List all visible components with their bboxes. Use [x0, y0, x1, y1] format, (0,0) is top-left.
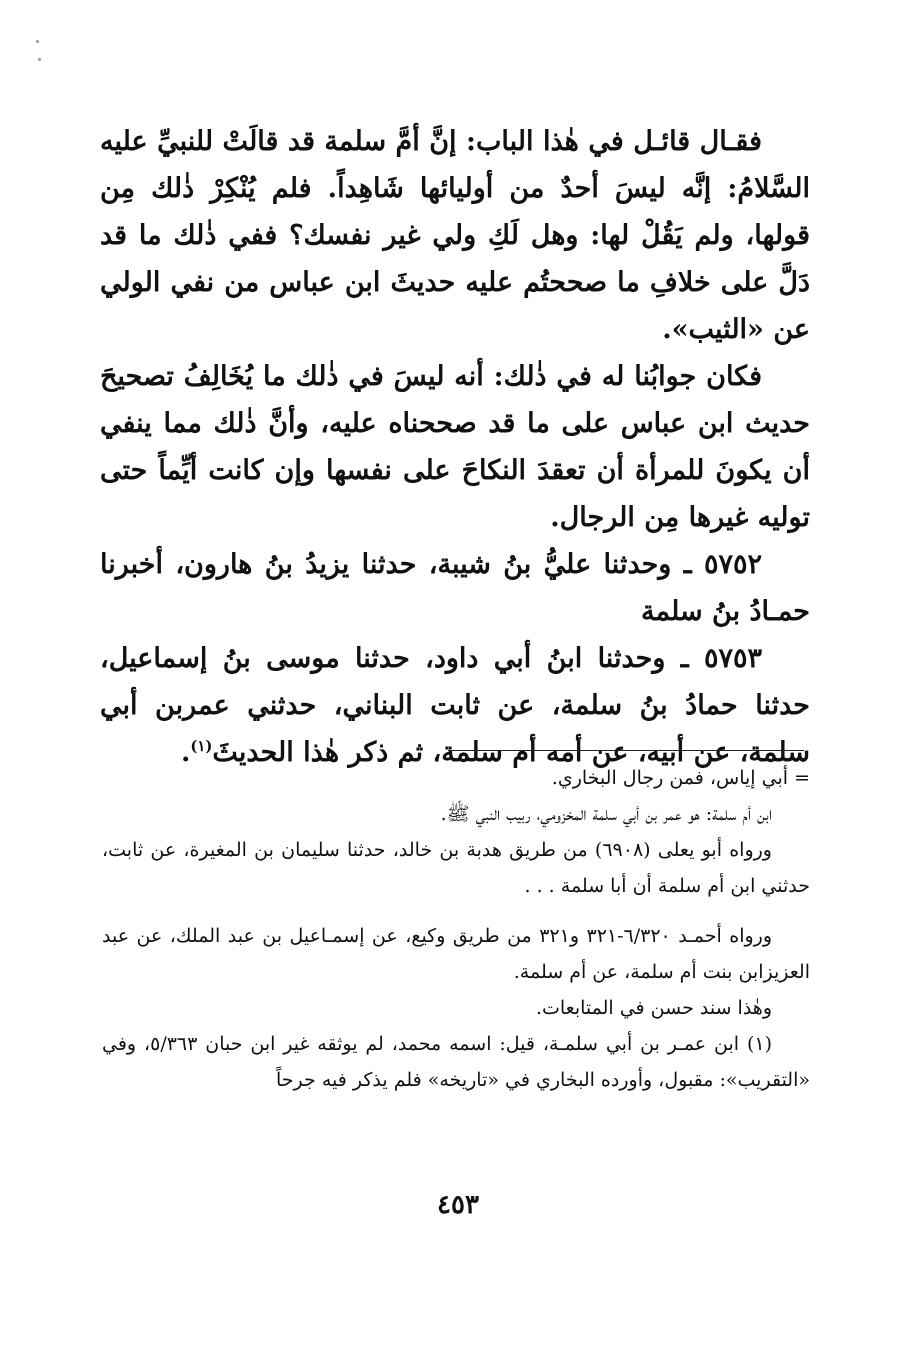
paragraph-answer: فكان جوابُنا له في ذٰلك: أنه ليسَ في ذٰلك ما يُخَالِفُ تصحيحَ حديث ابن عباس على ما قد صححناه عليه، وأنَّ ذٰلك مما ينفي أن يكونَ للمرأة أن تعقدَ النكاحَ على نفسها وإن كانت أيِّماً حتى توليه غيرها مِن الرجال. — [100, 361, 810, 533]
hadith-5753 — [100, 635, 810, 776]
footnote-separator — [448, 750, 804, 751]
footnote-line: ابن أم سلمة: هو عمر بن أبي سلمة المخزومي، ربيب النبي ﷺ. — [440, 803, 772, 825]
page-number: ٤٥٣ — [437, 1190, 479, 1220]
footnote-line: ورواه أحمـد ٦/٣٢٠-٣٢١ و٣٢١ من طريق وكيع، عن إسمـاعيل بن عبد الملك، عن عبد العزيزابن بنت أم سلمة، عن أم سلمة. — [102, 925, 810, 983]
footnote-continuation: = أبي إياس، فمن رجال البخاري. — [551, 767, 810, 789]
scan-speck — [36, 40, 39, 43]
scan-speck — [38, 58, 41, 61]
main-text — [100, 118, 810, 776]
footnote-reference: (١) — [190, 737, 213, 755]
footnote-1: (١) ابن عمـر بن أبي سلمـة، قيل: اسمه محمد، لم يوثقه غير ابن حبان ٥/٣٦٣، وفي «التقريب»: مقبول، وأورده البخاري في «تاريخه» فلم يذكر فيه جرحاً — [102, 1033, 810, 1091]
hadith-5753-end: . — [180, 737, 191, 768]
paragraph-objection: فقـال قائـل في هٰذا الباب: إنَّ أمَّ سلمة قد قالَتْ للنبيِّ عليه السَّلامُ: إنَّه ليسَ أحدٌ من أوليائها شَاهِداً. فلم يُنْكِرْ ذٰلك مِن قولها، ولم يَقُلْ لها: وهل لَكِ ولي غير نفسك؟ ففي ذٰلك ما قد دَلَّ على خلافِ ما صححتُم عليه حديثَ ابن عباس من نفي الولي عن «الثيب». — [100, 126, 810, 345]
hadith-5753-text: ٥٧٥٣ ـ وحدثنا ابنُ أبي داود، حدثنا موسى بنُ إسماعيل، حدثنا حمادُ بنُ سلمة، عن ثابت البناني، حدثني عمربن أبي سلمة، عن أبيه، عن أمه أم سلمة، ثم ذكر هٰذا الحديثَ — [100, 643, 810, 768]
footnotes — [102, 760, 810, 1098]
footnote-line: ورواه أبو يعلى (٦٩٠٨) من طريق هدبة بن خالد، حدثنا سليمان بن المغيرة، عن ثابت، حدثني ابن أم سلمة أن أبا سلمة . . . — [102, 839, 810, 897]
footnote-line: وهٰذا سند حسن في المتابعات. — [535, 997, 772, 1019]
hadith-5752: ٥٧٥٢ ـ وحدثنا عليُّ بنُ شيبة، حدثنا يزيدُ بنُ هارون، أخبرنا حمـادُ بنُ سلمة — [100, 549, 810, 627]
